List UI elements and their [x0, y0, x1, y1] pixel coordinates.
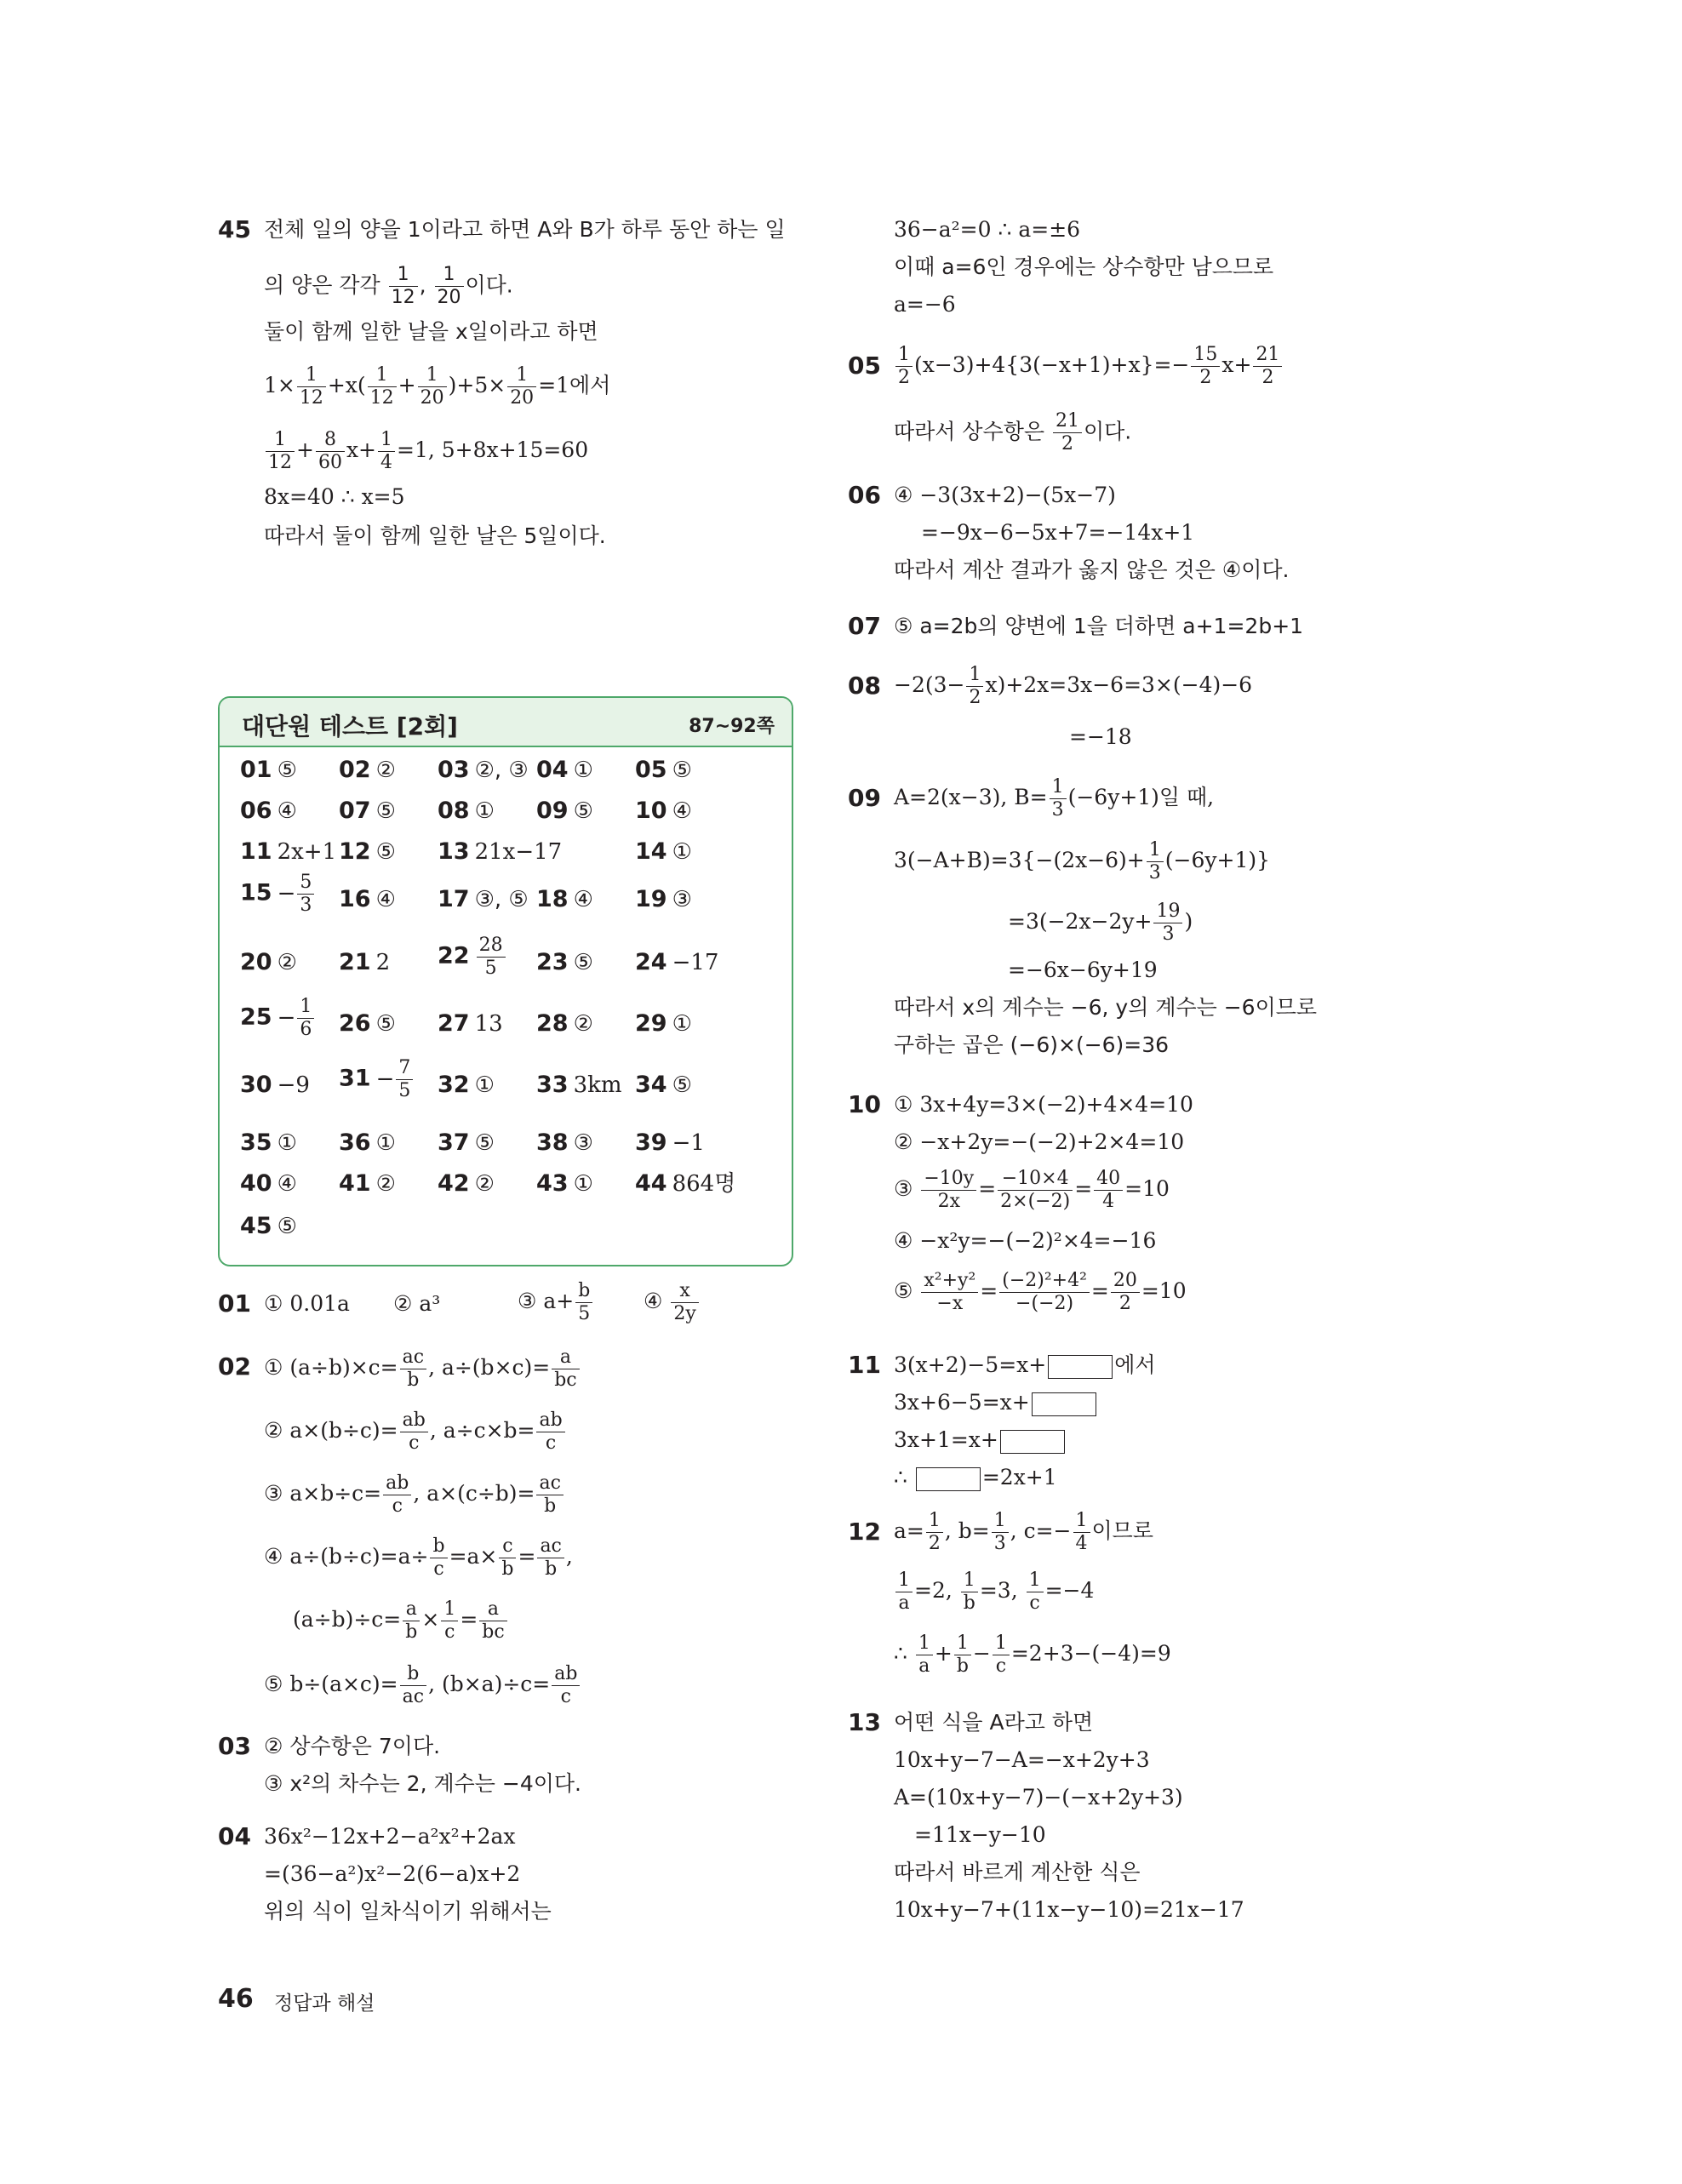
blank-box	[1000, 1430, 1065, 1454]
test-answer-item	[635, 756, 692, 785]
test-answer-value: ⑤	[573, 950, 593, 975]
test-answer-number: 06	[240, 798, 272, 824]
test-answer-number: 02	[339, 757, 371, 783]
blank-box	[1032, 1392, 1096, 1416]
test-answer-item	[240, 1169, 297, 1198]
test-answer-number: 18	[536, 886, 569, 912]
test-answer-number: 05	[635, 757, 667, 783]
math-line: 3(x+2)−5=x+ 에서	[894, 1352, 1156, 1377]
test-answer-value: ①	[672, 1011, 692, 1037]
test-answer-number: 36	[339, 1129, 371, 1156]
math-line: −2(3− $\frac{1}{2}$ x)+2x=3x−6=3×(−4)−6	[894, 664, 1253, 708]
test-answer-value: ⑤	[277, 758, 297, 783]
test-answer-number: 24	[635, 949, 667, 975]
math-line: ① 0.01a	[264, 1291, 350, 1316]
question-number: 09	[848, 784, 881, 812]
test-answer-item	[536, 1071, 622, 1100]
test-answer-value: ③	[573, 1130, 593, 1156]
math-line: $\frac{1}{12}$ + $\frac{8}{60}$ x+ $\frac{1}{4}$ =1, 5+8x+15=60	[264, 431, 588, 472]
math-line: =−6x−6y+19	[1008, 958, 1158, 982]
test-answer-number: 38	[536, 1129, 569, 1156]
test-answer-number: 15	[240, 879, 272, 906]
test-answer-number: 11	[240, 838, 272, 865]
test-answer-value: ⑤	[672, 758, 692, 783]
test-answer-value: − $\frac{7}{5}$	[376, 1066, 415, 1092]
math-line: 8x=40 ∴ x=5	[264, 484, 405, 509]
answer-text: 전체 일의 양을 1이라고 하면 A와 B가 하루 동안 하는 일	[264, 217, 786, 242]
test-answer-value: ⑤	[277, 1214, 297, 1239]
test-pages: 87~92쪽	[689, 716, 775, 737]
math-line: 10x+y−7−A=−x+2y+3	[894, 1747, 1150, 1772]
question-number: 12	[848, 1518, 881, 1546]
math-line: $\frac{1}{a}$ =2, $\frac{1}{b}$ =3, $\frac{1}{c}$ =−4	[894, 1571, 1094, 1613]
question-number: 07	[848, 612, 881, 640]
test-answer-value: ④	[573, 887, 593, 912]
test-answer-number: 35	[240, 1129, 272, 1156]
test-answer-item	[536, 756, 593, 785]
math-line: (a÷b)÷c= $\frac{a}{b}$ × $\frac{1}{c}$ = $\frac{a}{bc}$	[293, 1600, 509, 1642]
test-answer-number: 07	[339, 798, 371, 824]
test-answer-number: 23	[536, 949, 569, 975]
question-number: 11	[848, 1351, 881, 1379]
answer-text: ③ x²의 차수는 2, 계수는 −4이다.	[264, 1771, 581, 1796]
test-answer-item	[635, 1071, 692, 1100]
test-answer-item	[536, 948, 593, 977]
test-answer-box	[218, 696, 793, 1266]
question-number: 01	[218, 1289, 251, 1318]
math-line: ④ $\frac{x}{2y}$	[644, 1282, 701, 1324]
test-answer-item	[240, 948, 297, 977]
math-line: ④ a÷(b÷c)=a÷ $\frac{b}{c}$ =a× $\frac{c}{b}$ = $\frac{ac}{b}$ ,	[264, 1535, 573, 1580]
math-line: a= $\frac{1}{2}$ , b= $\frac{1}{3}$ , c=− $\frac{1}{4}$ 이므로	[894, 1510, 1153, 1554]
test-answer-number: 16	[339, 886, 371, 912]
test-title: 대단원 테스트 [2회]	[242, 712, 458, 740]
test-answer-number: 29	[635, 1010, 667, 1037]
test-answer-item	[438, 797, 495, 826]
test-answer-item	[240, 998, 316, 1039]
test-answer-item	[240, 1212, 297, 1241]
test-answer-item	[339, 838, 396, 866]
test-answer-number: 08	[438, 798, 470, 824]
page-footer-label: 정답과 해설	[274, 1992, 375, 2015]
blank-box	[916, 1467, 981, 1491]
math-line: A=2(x−3), B= $\frac{1}{3}$ (−6y+1)일 때,	[894, 776, 1215, 820]
test-answer-item	[438, 936, 507, 978]
answer-text: ⑤ a=2b의 양변에 1을 더하면 a+1=2b+1	[894, 614, 1304, 638]
test-answer-value: ①	[672, 839, 692, 865]
answer-text: 따라서 x의 계수는 −6, y의 계수는 −6이므로	[894, 995, 1318, 1020]
math-line: 3x+1=x+	[894, 1425, 1067, 1455]
test-answer-value: ⑤	[375, 839, 396, 865]
test-answer-item	[438, 1169, 495, 1198]
test-answer-item	[339, 948, 390, 977]
test-answer-number: 21	[339, 949, 371, 975]
test-answer-item	[635, 1009, 692, 1038]
test-answer-item	[536, 1129, 593, 1158]
test-answer-value: ③, ⑤	[474, 887, 529, 912]
test-answer-value: 864명	[672, 1171, 736, 1197]
test-answer-value: ①	[474, 798, 495, 824]
test-answer-value: −17	[672, 950, 719, 975]
test-answer-item	[635, 1169, 735, 1198]
test-answer-number: 22	[438, 942, 470, 969]
test-answer-item	[536, 1169, 593, 1198]
math-line: ② a³	[393, 1291, 441, 1316]
test-answer-item	[536, 885, 593, 914]
question-number: 05	[848, 352, 881, 380]
math-line: ③ a×b÷c= $\frac{ab}{c}$ , a×(c÷b)= $\frac{ac}{b}$	[264, 1474, 565, 1516]
test-answer-number: 10	[635, 798, 667, 824]
test-answer-value: ①	[573, 1171, 593, 1197]
test-answer-value: ④	[375, 887, 396, 912]
answer-text: 따라서 계산 결과가 옳지 않은 것은 ④이다.	[894, 557, 1290, 582]
math-line: ② a×(b÷c)= $\frac{ab}{c}$ , a÷c×b= $\frac{ab}{c}$	[264, 1411, 567, 1453]
question-number: 04	[218, 1822, 251, 1850]
test-answer-value: −1	[672, 1130, 705, 1156]
math-line: ④ −x²y=−(−2)²×4=−16	[894, 1228, 1157, 1253]
test-answer-item	[438, 885, 529, 914]
test-answer-item	[240, 838, 336, 866]
answer-text: 위의 식이 일차식이기 위해서는	[264, 1899, 552, 1924]
question-number: 02	[218, 1352, 251, 1381]
test-answer-value: ②, ③	[474, 758, 529, 783]
test-answer-number: 26	[339, 1010, 371, 1037]
test-answer-value: ②	[474, 1171, 495, 1197]
answer-text: 이때 a=6인 경우에는 상수항만 남으므로	[894, 254, 1274, 279]
math-line: =−18	[1069, 724, 1132, 749]
math-line: 3x+6−5=x+	[894, 1387, 1098, 1418]
test-answer-number: 25	[240, 1003, 272, 1031]
test-answer-item	[438, 1009, 503, 1038]
test-answer-number: 17	[438, 886, 470, 912]
test-answer-value: ③	[672, 887, 692, 912]
test-answer-value: ②	[375, 1171, 396, 1197]
test-answer-item	[240, 873, 316, 915]
test-answer-number: 12	[339, 838, 371, 865]
test-answer-value: 13	[474, 1011, 503, 1037]
test-answer-item	[339, 1129, 396, 1158]
test-answer-value: ④	[277, 1171, 297, 1197]
test-answer-number: 44	[635, 1170, 667, 1197]
question-number: 45	[218, 215, 251, 243]
math-line: ③ $\frac{-10y}{2x}$ = $\frac{-10\times 4}{2\times(-2)}$ = $\frac{40}{4}$ =10	[894, 1168, 1170, 1212]
math-line: 36x²−12x+2−a²x²+2ax	[264, 1824, 516, 1849]
test-answer-number: 31	[339, 1065, 371, 1092]
math-line: =−9x−6−5x+7=−14x+1	[921, 520, 1195, 545]
question-number: 10	[848, 1090, 881, 1118]
test-answer-item	[339, 885, 396, 914]
math-line: =11x−y−10	[914, 1822, 1046, 1847]
test-answer-number: 41	[339, 1170, 371, 1197]
test-answer-item	[339, 756, 396, 785]
test-answer-item	[240, 1071, 310, 1100]
test-answer-item	[438, 838, 562, 866]
math-line: $\frac{1}{2}$ (x−3)+4{3(−x+1)+x}=− $\frac{15}{2}$ x+ $\frac{21}{2}$	[894, 346, 1284, 387]
test-answer-number: 33	[536, 1072, 569, 1098]
test-answer-value: 3km	[573, 1072, 622, 1098]
test-answer-item	[240, 1129, 297, 1158]
test-answer-value: ④	[672, 798, 692, 824]
math-line: 36−a²=0 ∴ a=±6	[894, 217, 1081, 242]
math-line: 1× $\frac{1}{12}$ +x( $\frac{1}{12}$ + $\frac{1}{20}$ )+5× $\frac{1}{20}$ =1에서	[264, 364, 611, 409]
math-line: ② −x+2y=−(−2)+2×4=10	[894, 1129, 1185, 1154]
page-number: 46	[218, 1984, 254, 2014]
test-answer-item	[635, 838, 692, 866]
test-answer-number: 13	[438, 838, 470, 865]
test-answer-value: − $\frac{5}{3}$	[277, 881, 317, 906]
test-answer-item	[339, 1169, 396, 1198]
test-answer-value: ⑤	[573, 798, 593, 824]
math-line: ⑤ $\frac{\text{x²+y²}}{-x}$ = $\frac{\text{(−2)²+4²}}{-(-2)}$ = $\frac{20}{2}$ =10	[894, 1270, 1187, 1314]
math-line: 3(−A+B)=3{−(2x−6)+ $\frac{1}{3}$ (−6y+1)}	[894, 839, 1271, 883]
test-answer-item	[339, 797, 396, 826]
math-line: ① 3x+4y=3×(−2)+4×4=10	[894, 1092, 1193, 1117]
test-answer-item	[635, 885, 692, 914]
test-answer-value: ⑤	[474, 1130, 495, 1156]
test-answer-item	[438, 1071, 495, 1100]
test-answer-value: ②	[375, 758, 396, 783]
test-answer-value: 21x−17	[474, 839, 563, 865]
test-answer-number: 32	[438, 1072, 470, 1098]
question-number: 03	[218, 1732, 251, 1760]
test-answer-value: ①	[277, 1130, 297, 1156]
math-line: ① (a÷b)×c= $\frac{ac}{b}$ , a÷(b×c)= $\frac{a}{bc}$	[264, 1348, 581, 1390]
test-answer-number: 04	[536, 757, 569, 783]
test-answer-number: 28	[536, 1010, 569, 1037]
math-line: 10x+y−7+(11x−y−10)=21x−17	[894, 1897, 1244, 1922]
test-answer-item	[438, 756, 529, 785]
test-answer-value: $\frac{28}{5}$	[475, 944, 507, 969]
math-line: =(36−a²)x²−2(6−a)x+2	[264, 1861, 521, 1886]
test-answer-value: ①	[375, 1130, 396, 1156]
answer-text: ② 상수항은 7이다.	[264, 1734, 441, 1758]
test-answer-number: 42	[438, 1170, 470, 1197]
test-answer-value: ①	[573, 758, 593, 783]
test-answer-number: 01	[240, 757, 272, 783]
answer-text: 따라서 둘이 함께 일한 날은 5일이다.	[264, 523, 606, 548]
test-answer-item	[438, 1129, 495, 1158]
test-answer-value: ⑤	[672, 1072, 692, 1098]
test-answer-item	[635, 948, 718, 977]
answer-text: 따라서 상수항은 $\frac{21}{2}$ 이다.	[894, 410, 1132, 455]
test-answer-item	[635, 797, 692, 826]
answer-text: 어떤 식을 A라고 하면	[894, 1710, 1094, 1735]
math-line: =3(−2x−2y+ $\frac{19}{3}$ )	[1008, 900, 1193, 945]
test-answer-value: −9	[277, 1072, 310, 1098]
test-answer-value: ⑤	[375, 1011, 396, 1037]
math-line: ∴ =2x+1	[894, 1465, 1057, 1489]
test-answer-value: ⑤	[375, 798, 396, 824]
test-answer-value: − $\frac{1}{6}$	[277, 1005, 317, 1031]
blank-box	[1048, 1355, 1113, 1379]
test-header	[220, 698, 792, 747]
test-answer-value: ④	[277, 798, 297, 824]
test-answer-number: 14	[635, 838, 667, 865]
math-line: ∴ $\frac{1}{a}$ + $\frac{1}{b}$ − $\frac{1}{c}$ =2+3−(−4)=9	[894, 1632, 1171, 1677]
test-answer-number: 40	[240, 1170, 272, 1197]
question-number: 13	[848, 1708, 881, 1736]
answer-text: 따라서 바르게 계산한 식은	[894, 1860, 1141, 1884]
test-answer-item	[240, 756, 297, 785]
test-answer-number: 20	[240, 949, 272, 975]
test-answer-item	[536, 797, 593, 826]
test-answer-number: 30	[240, 1072, 272, 1098]
question-number: 06	[848, 481, 881, 509]
math-line: ④ −3(3x+2)−(5x−7)	[894, 483, 1116, 507]
test-answer-value: 2x+1	[277, 839, 337, 865]
answer-text: 둘이 함께 일한 날을 x일이라고 하면	[264, 319, 598, 344]
math-line: ③ a+ $\frac{b}{5}$	[518, 1282, 594, 1324]
test-answer-number: 37	[438, 1129, 470, 1156]
test-answer-number: 34	[635, 1072, 667, 1098]
question-number: 08	[848, 672, 881, 700]
test-answer-value: ②	[573, 1011, 593, 1037]
test-answer-value: ①	[474, 1072, 495, 1098]
test-answer-number: 03	[438, 757, 470, 783]
test-answer-number: 19	[635, 886, 667, 912]
test-answer-value: ②	[277, 950, 297, 975]
test-answer-item	[339, 1009, 396, 1038]
test-answer-item	[240, 797, 297, 826]
test-answer-number: 27	[438, 1010, 470, 1037]
math-line: A=(10x+y−7)−(−x+2y+3)	[894, 1785, 1183, 1810]
answer-text: 구하는 곱은 (−6)×(−6)=36	[894, 1032, 1170, 1057]
test-answer-item	[536, 1009, 593, 1038]
math-line: ⑤ b÷(a×c)= $\frac{b}{ac}$ , (b×a)÷c= $\frac{ab}{c}$	[264, 1665, 581, 1707]
math-line: a=−6	[894, 292, 956, 317]
test-answer-item	[635, 1129, 705, 1158]
test-answer-number: 43	[536, 1170, 569, 1197]
test-answer-number: 09	[536, 798, 569, 824]
test-answer-item	[339, 1059, 415, 1101]
test-answer-number: 39	[635, 1129, 667, 1156]
test-answer-value: 2	[375, 950, 391, 975]
test-answer-number: 45	[240, 1213, 272, 1239]
answer-text: 의 양은 각각 $\frac{1}{12}$ , $\frac{1}{20}$ 이다.	[264, 264, 513, 308]
